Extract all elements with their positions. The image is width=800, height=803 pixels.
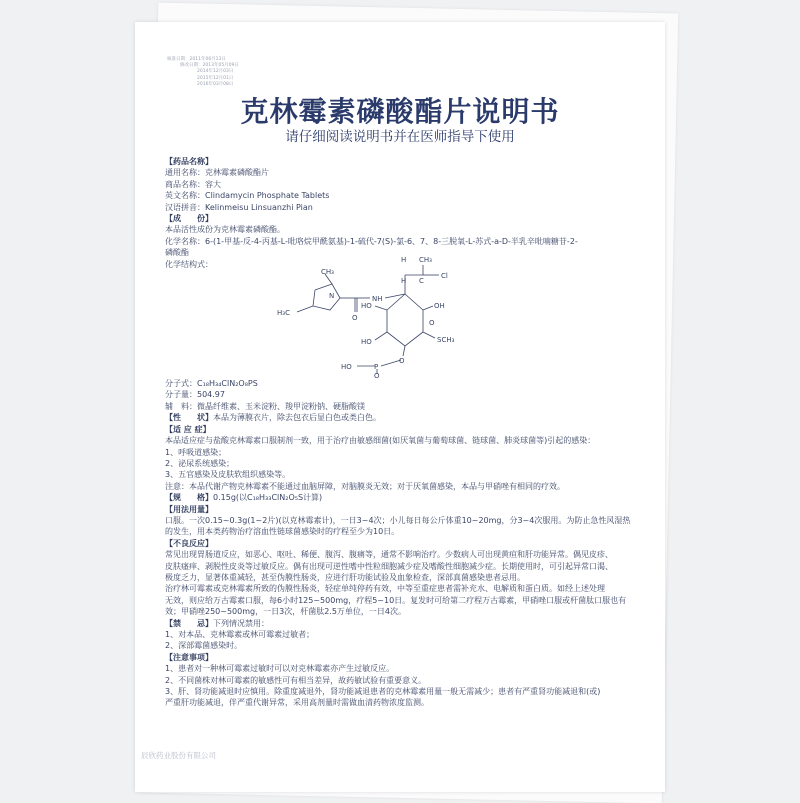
- precaution-item: 3、肝、肾功能减退时应慎用。除重度减退外，肾功能减退患者的克林霉素用量一般无需减少；患者有严重肾功能减退和(或): [165, 687, 601, 697]
- sugar-ring: [387, 294, 423, 346]
- excipients: 辅 料：微晶纤维素、玉米淀粉、羧甲淀粉钠、硬脂酸镁: [165, 401, 365, 411]
- label-oh: OH: [434, 302, 445, 311]
- thio-bond: [423, 332, 435, 338]
- indication-item: 3、五官感染及皮肤软组织感染等。: [165, 470, 291, 480]
- revision-date: 2016年03月08日: [197, 81, 234, 87]
- spec-text: 0.15g(以C₁₈H₃₃ClN₂O₅S计算): [213, 493, 323, 503]
- hydroxyl-bond: [423, 306, 433, 310]
- indications-intro: 本品适应症与盐酸克林霉素口服制剂一致，用于治疗由敏感细菌(如厌氧菌与葡萄球菌、链球菌、肺炎球菌等)引起的感染：: [165, 436, 596, 446]
- label-ho: HO: [361, 302, 372, 311]
- section-heading-composition: 【成 份】: [165, 214, 213, 224]
- precaution-item: 1、患者对一种林可霉素过敏时可以对克林霉素亦产生过敏反应。: [165, 664, 395, 674]
- phosphate-bond: [381, 360, 401, 366]
- adverse-line: 治疗林可霉素或克林霉素所致的伪膜性肠炎，轻症单纯停药有效，中等至重症患者需补充水、电解质和蛋白质。如经上述处理: [165, 584, 605, 594]
- character-text: 本品为薄膜衣片，除去包衣后显白色或类白色。: [213, 413, 381, 423]
- label-c: C: [419, 277, 424, 286]
- molecular-formula: 分子式：C₁₈H₃₄ClN₂O₈PS: [165, 379, 258, 389]
- section-heading-indications: 【适 应 症】: [165, 424, 211, 434]
- dosage-line: 口服。一次0.15~0.3g(1~2片)(以克林霉素计)，一日3~4次；小儿每日每公斤体重10~20mg，分3~4次服用。为防止急性风湿热: [165, 515, 631, 525]
- section-heading-precautions: 【注意事项】: [165, 652, 213, 662]
- adverse-line: 极度乏力，显著体重减轻，甚至伪膜性肠炎，应进行肝功能试验及血象检查，深部真菌感染患者忌用。: [165, 572, 525, 582]
- label-h3c: H₃C: [277, 309, 290, 318]
- english-name: 英文名称：Clindamycin Phosphate Tablets: [165, 191, 330, 201]
- label-h: H: [401, 277, 407, 286]
- revision-date: 核准日期：2011年06月13日: [167, 57, 226, 62]
- page-subtitle: 请仔细阅读说明书并在医师指导下使用: [285, 129, 515, 145]
- molecular-weight: 分子量：504.97: [165, 390, 225, 400]
- revision-date: 2014年12月03日: [197, 69, 234, 75]
- indication-item: 2、泌尿系统感染；: [165, 458, 235, 468]
- label-p: P: [374, 363, 379, 372]
- section-heading-contraindications: 【禁 忌】: [165, 618, 213, 628]
- contraindications-lead: 下列情况禁用：: [213, 618, 269, 628]
- label-sch3: SCH₃: [437, 336, 455, 345]
- revision-date: 修改日期：2013年05月09日: [180, 63, 239, 69]
- trade-name: 商品名称：容大: [165, 179, 221, 189]
- leaflet-body: [165, 156, 643, 709]
- revision-date: 2015年12月01日: [197, 75, 234, 81]
- active-ingredient: 本品活性成份为克林霉素磷酸酯。: [165, 225, 285, 235]
- label-ch3-n: CH₃: [321, 268, 334, 277]
- page-title: 克林霉素磷酸酯片说明书: [240, 95, 560, 128]
- section-heading-adverse: 【不良反应】: [165, 538, 213, 548]
- adverse-line: 常见出现胃肠道反应，如恶心、呕吐、稀便、腹泻、腹痛等，通常不影响治疗。少数病人可出现黄疸和肝功能异常。偶见皮疹、: [165, 550, 613, 560]
- label-o-link: O: [399, 357, 405, 366]
- label-n: N: [329, 292, 335, 301]
- label-ch3-top: CH₃: [419, 256, 432, 265]
- manufacturer-footer: 辰欣药业股份有限公司: [141, 751, 216, 760]
- label-o-carbonyl: O: [352, 314, 358, 323]
- section-heading-character: 【性 状】: [165, 413, 213, 423]
- phosphate-link-bond: [403, 346, 405, 356]
- adverse-line: 效；甲硝唑250~500mg，一日3次，杆菌肽2.5万单位，一日4次。: [165, 607, 407, 617]
- chemical-name-line: 化学名称：6-(1-甲基-反-4-丙基-L-吡咯烷甲酰氨基)-1-硫代-7(S)-氯-6、7、8-三脱氧-L-苏式-a-D-半乳辛吡喃糖苷-2-: [165, 236, 578, 246]
- chemical-name-line: 磷酸酯: [165, 248, 189, 258]
- indication-item: 1、呼吸道感染；: [165, 447, 227, 457]
- propyl-bond: [297, 306, 313, 312]
- section-heading-dosage: 【用法用量】: [165, 504, 213, 514]
- label-nh: NH: [372, 295, 383, 304]
- label-ho: HO: [361, 338, 372, 347]
- nh-chain-bond: [385, 294, 405, 298]
- label-o-p: O: [374, 372, 380, 381]
- label-ho: HO: [341, 363, 352, 372]
- hydroxyl-bond: [375, 332, 387, 340]
- adverse-line: 无效，则应给万古霉素口服，每6小时125~500mg，疗程5~10日。复发时可给第二疗程万古霉素，甲硝唑口服或杆菌肽口服也有: [165, 595, 627, 605]
- pyrrolidine-ring: [313, 284, 340, 310]
- hydroxyl-bond: [375, 306, 387, 310]
- pinyin-name: 汉语拼音：Kelinmeisu Linsuanzhi Pian: [165, 202, 313, 212]
- dosage-line: 的发生，用本类药物治疗溶血性链球菌感染时的疗程至少为10日。: [165, 527, 400, 537]
- label-h: H: [401, 256, 407, 265]
- contraindication-item: 2、深部霉菌感染时。: [165, 641, 243, 651]
- section-heading-spec: 【规 格】: [165, 493, 213, 503]
- contraindication-item: 1、对本品、克林霉素或林可霉素过敏者；: [165, 630, 315, 639]
- precaution-item: 严重肝功能减退，伴严重代谢异常，采用高剂量时需做血清药物浓度监测。: [165, 698, 429, 708]
- section-heading-drug-name: 【药品名称】: [165, 157, 213, 166]
- precaution-item: 2、不同菌株对林可霉素的敏感性可有相当差异，故药敏试验有重要意义。: [165, 675, 427, 685]
- label-cl: Cl: [441, 272, 448, 281]
- revision-dates: [167, 57, 239, 88]
- adverse-line: 皮肤瘙痒、剥脱性皮炎等过敏反应。偶有出现可逆性嗜中性粒细胞减少症及嗜酸性细胞减少症。长期使用时，可引起异常口渴、: [165, 561, 613, 571]
- structure-label: 化学结构式：: [165, 259, 213, 269]
- generic-name: 通用名称：克林霉素磷酸酯片: [165, 168, 269, 178]
- indications-note: 注意：本品代谢产物克林霉素不能通过血脑屏障，对脑膜炎无效；对于厌氧菌感染，本品与甲硝唑有相同的疗效。: [165, 481, 565, 491]
- label-o-ring: O: [429, 319, 435, 328]
- leaflet-page: [135, 22, 665, 792]
